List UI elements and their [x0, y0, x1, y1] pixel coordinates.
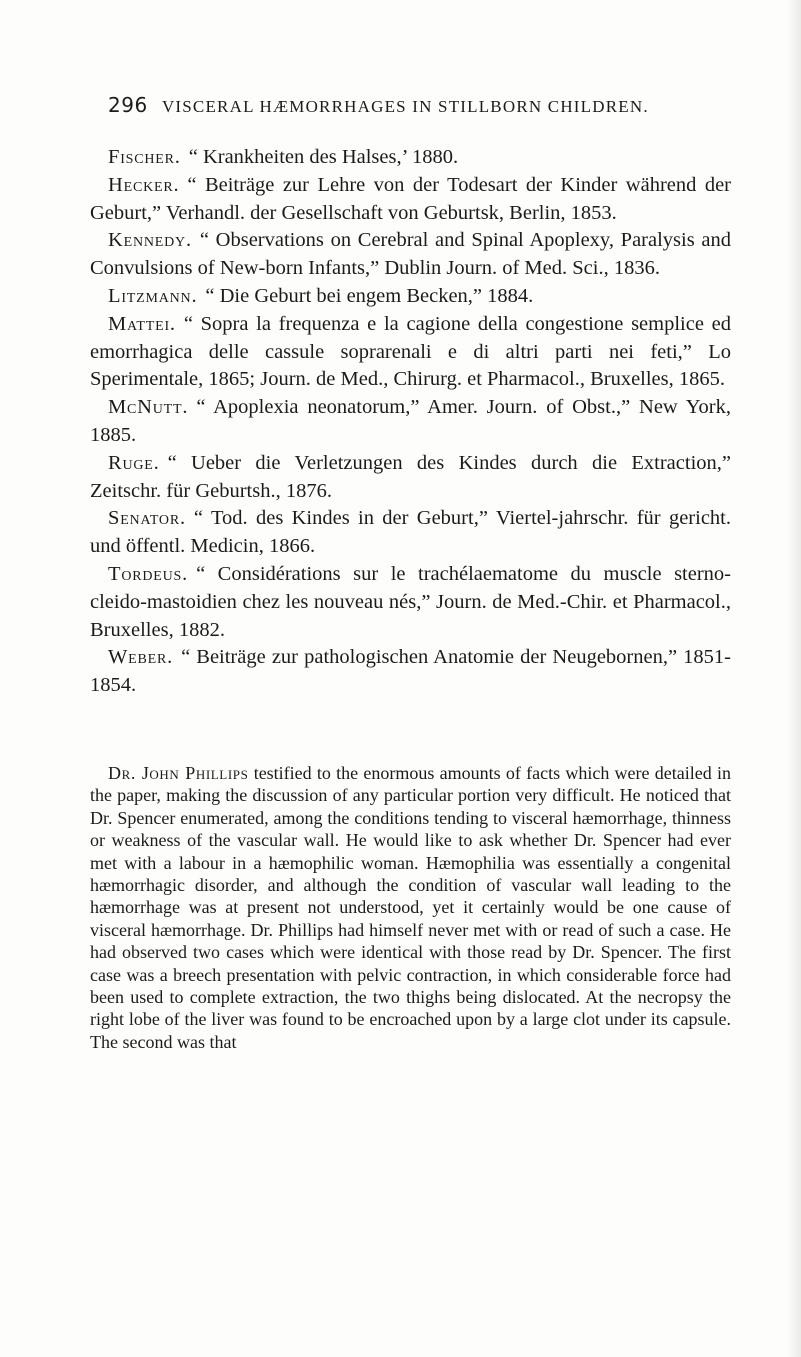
reference-author: Litzmann. — [108, 284, 198, 307]
reference-author: Senator. — [108, 507, 186, 530]
reference-entry — [90, 311, 731, 394]
reference-list — [90, 144, 731, 700]
reference-entry — [90, 283, 731, 311]
reference-citation: “ Die Geburt bei engem Becken,” 1884. — [205, 284, 534, 307]
reference-citation: “ Observations on Cerebral and Spinal Apoplexy, Paralysis and Convulsions of New-born Infants,” Dublin Journ. of Med. Sci., 1836. — [90, 229, 731, 280]
reference-author: Kennedy. — [108, 229, 192, 252]
reference-entry — [90, 644, 731, 700]
reference-author: Tordeus. — [108, 562, 189, 585]
reference-citation: “ Ueber die Verletzungen des Kindes durch die Extraction,” Zeitschr. für Geburtsh., 1876. — [90, 451, 731, 502]
reference-citation: “ Sopra la frequenza e la cagione della congestione semplice ed emorrhagica delle cassule soprarenali e di altri parti nei feti,” Lo Sperimentale, 1865; Journ. de Med., Chirurg. et Pharmacol., Bruxelles, 1865. — [90, 312, 731, 391]
reference-citation: “ Tod. des Kindes in der Geburt,” Viertel-jahrschr. für gericht. und öffentl. Medicin, 1866. — [90, 507, 731, 558]
page-number: 296 — [108, 93, 148, 117]
reference-entry — [90, 394, 731, 450]
reference-author: Hecker. — [108, 173, 180, 196]
reference-author: Fischer. — [108, 146, 181, 168]
reference-author: Ruge. — [108, 451, 160, 474]
reference-entry — [90, 172, 731, 228]
reference-entry — [90, 561, 731, 644]
reference-author: Weber. — [108, 646, 174, 669]
discussion-speaker: Dr. John Phillips — [108, 763, 249, 783]
running-title: VISCERAL HÆMORRHAGES IN STILLBORN CHILDREN. — [161, 97, 649, 116]
reference-entry — [90, 144, 731, 172]
running-header — [108, 93, 728, 118]
reference-entry — [90, 505, 731, 561]
reference-citation: “ Krankheiten des Halses,’ 1880. — [188, 146, 459, 168]
reference-citation: “ Apoplexia neonatorum,” Amer. Journ. of Obst.,” New York, 1885. — [90, 396, 731, 446]
discussion-text: testified to the enormous amounts of facts which were detailed in the paper, making the discussion of any particular portion very difficult. He noticed that Dr. Spencer enumerated, among the conditions tending to visceral hæmorrhage, thinness or weakness of the vascular wall. He would like to ask whether Dr. Spencer had ever met with a labour in a hæmophilic woman. Hæmophilia was essentially a congenital hæmorrhagic disorder, and although the condition of vascular wall leading to the hæmorrhage was at present not understood, yet it certainly would be one cause of visceral hæmorrhage. Dr. Phillips had himself never met with or read of such a case. He had observed two cases which were identical with those read by Dr. Spencer. The first case was a breech presentation with pelvic contraction, in which considerable force had been used to complete extraction, the two thighs being dislocated. At the necropsy the right lobe of the liver was found to be encroached upon by a large clot under its capsule. The second was that — [90, 763, 731, 1052]
reference-citation: “ Beiträge zur pathologischen Anatomie der Neugebornen,” 1851-1854. — [90, 646, 731, 697]
reference-citation: “ Beiträge zur Lehre von der Todesart der Kinder während der Geburt,” Verhandl. der Gesellschaft von Geburtsk, Berlin, 1853. — [90, 173, 731, 224]
discussion-paragraph — [90, 762, 731, 1053]
reference-author: Mattei. — [108, 312, 176, 335]
page-edge-shadow — [787, 0, 801, 1357]
reference-citation: “ Considérations sur le trachélaematome du muscle sterno-cleido-mastoidien chez les nouveau nés,” Journ. de Med.-Chir. et Pharmacol., Bruxelles, 1882. — [90, 562, 731, 641]
reference-entry — [90, 450, 731, 506]
reference-entry — [90, 227, 731, 283]
reference-author: McNutt. — [108, 396, 189, 419]
